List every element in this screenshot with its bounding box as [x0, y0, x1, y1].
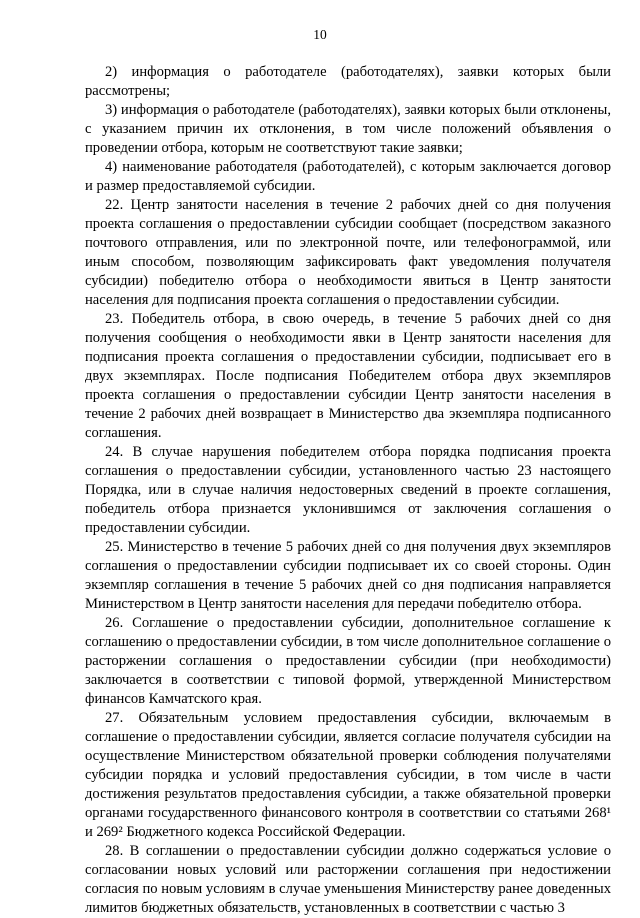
paragraph-28: 28. В соглашении о предоставлении субсидии должно содержаться условие о согласовании новых условий или расторжении соглашения при недостижении согласия по новым условиям в случае уменьшения Министерству ранее доведенных лимитов бюджетных обязательств, установленных в соответствии с частью 3: [85, 843, 611, 916]
paragraph-item-4: 4) наименование работодателя (работодателей), с которым заключается договор и размер предоставляемой субсидии.: [85, 159, 611, 194]
paragraph-26: 26. Соглашение о предоставлении субсидии, дополнительное соглашение к соглашению о предоставлении субсидии, в том числе дополнительное соглашение о расторжении соглашения о предоставлении субсидии (при необходимости) заключается в соответствии с типовой формой, утвержденной Министерством финансов Камчатского края.: [85, 615, 611, 707]
paragraph-23: 23. Победитель отбора, в свою очередь, в течение 5 рабочих дней со дня получения сообщения о необходимости явки в Центр занятости населения для подписания проекта соглашения о предоставлении субсидии, подписывает его в двух экземплярах. После подписания Победителем отбора двух экземпляров проекта соглашения о предоставлении субсидии Центр занятости населения в течение 2 рабочих дней возвращает в Министерство два экземпляра подписанного соглашения.: [85, 311, 611, 441]
paragraph-27: 27. Обязательным условием предоставления субсидии, включаемым в соглашение о предоставлении субсидии, является согласие получателя субсидии на осуществление Министерством обязательной проверки соблюдения получателями субсидии порядка и условий предоставления субсидии, в том числе в части достижения результатов предоставления субсидии, а также обязательной проверки органами государственного финансового контроля в соответствии со статьями 268¹ и 269² Бюджетного кодекса Российской Федерации.: [85, 710, 611, 840]
paragraph-25: 25. Министерство в течение 5 рабочих дней со дня получения двух экземпляров соглашения о предоставлении субсидии подписывает их со своей стороны. Один экземпляр соглашения в течение 5 рабочих дней со дня подписания направляется Министерством в Центр занятости населения для передачи победителю отбора.: [85, 539, 611, 612]
page-number: 10: [313, 27, 327, 42]
paragraph-item-2: 2) информация о работодателе (работодателях), заявки которых были рассмотрены;: [85, 64, 611, 99]
paragraph-22: 22. Центр занятости населения в течение 2 рабочих дней со дня получения проекта соглашения о предоставлении субсидии сообщает (посредством заказного почтового отправления, или по электронной почте, или телефонограммой, или иным способом, позволяющим зафиксировать факт уведомления получателя субсидии) победителю отбора о необходимости явиться в Центр занятости населения для подписания проекта соглашения о предоставлении субсидии.: [85, 197, 611, 308]
paragraph-item-3: 3) информация о работодателе (работодателях), заявки которых были отклонены, с указанием причин их отклонения, в том числе положений объявления о проведении отбора, которым не соответствуют такие заявки;: [85, 102, 611, 156]
paragraph-24: 24. В случае нарушения победителем отбора порядка подписания проекта соглашения о предоставлении субсидии, установленного частью 23 настоящего Порядка, или в случае наличия недостоверных сведений в проекте соглашения, победитель отбора признается уклонившимся от заключения соглашения о предоставлении субсидии.: [85, 444, 611, 536]
document-body: [85, 63, 611, 918]
